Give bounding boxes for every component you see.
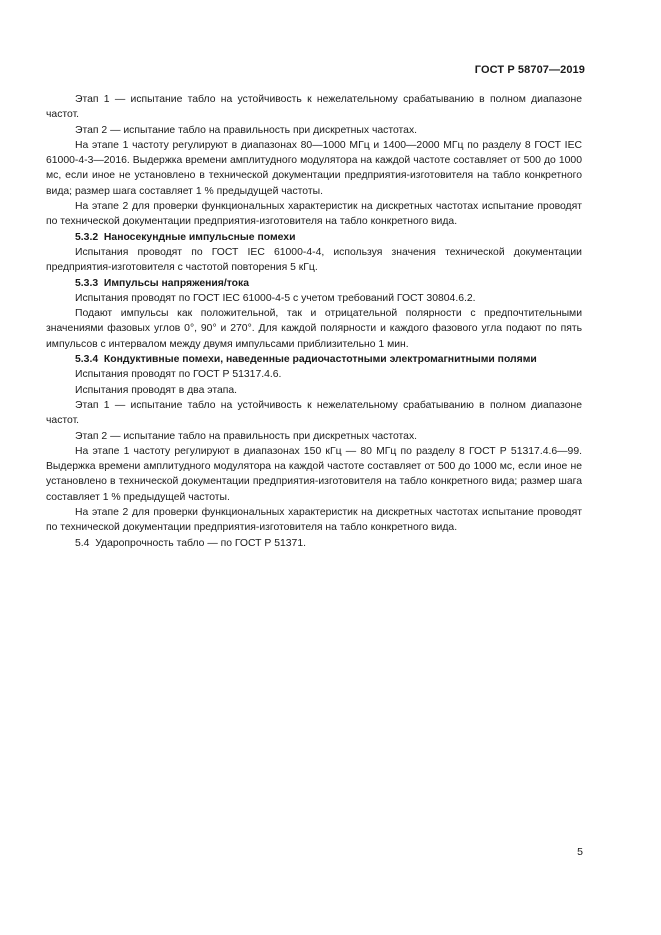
section-heading [46, 352, 582, 367]
paragraph: Этап 1 — испытание табло на устойчивость к нежелательному срабатыванию в полном диапазоне частот. [46, 399, 582, 427]
paragraph: На этапе 2 для проверки функциональных характеристик на дискретных частотах испытание проводят по технической документации предприятия-изготовителя на табло конкретного вида. [46, 507, 582, 534]
section-number: 5.4 [75, 537, 90, 549]
section-line [46, 536, 582, 551]
section-heading [46, 276, 582, 291]
section-number: 5.3.3 [75, 277, 99, 289]
section-title: Импульсы напряжения/тока [103, 277, 250, 289]
section-heading [46, 230, 582, 245]
paragraph: Испытания проводят по ГОСТ Р 51317.4.6. [75, 369, 282, 381]
paragraph: Этап 1 — испытание табло на устойчивость к нежелательному срабатыванию в полном диапазоне частот. [46, 94, 582, 121]
paragraph: Этап 2 — испытание табло на правильность при дискретных частотах. [75, 124, 418, 136]
section-number: 5.3.2 [75, 231, 99, 243]
section-title: Кондуктивные помехи, наведенные радиочастотными электромагнитными полями [103, 354, 537, 366]
paragraph: Испытания проводят по ГОСТ IEC 61000-4-4, используя значения технической документации предприятия-изготовителя с частотой повторения 5 кГц. [46, 246, 582, 274]
section-text: Ударопрочность табло — по ГОСТ Р 51371. [95, 537, 306, 549]
paragraph: На этапе 1 частоту регулируют в диапазонах 150 кГц — 80 МГц по разделу 8 ГОСТ Р 51317.4.6—99. Выдержка времени амплитудного модулятора на каждой частоте составляет от 500 до 1000 мс, если иное не установлено в технической документации предприятия-изготовителя на табло конкретного вида; размер шага составляет 1 % предыдущей частоты. [46, 445, 582, 503]
paragraph: Подают импульсы как положительной, так и отрицательной полярности с предпочтительными значениями фазовых углов 0°, 90° и 270°. Для каждой полярности и каждого фазового угла подают по пять импульсов с интервалом между двумя импульсами приблизительно 1 мин. [46, 308, 582, 350]
paragraph: Испытания проводят по ГОСТ IEC 61000-4-5 с учетом требований ГОСТ 30804.6.2. [75, 292, 476, 304]
paragraph: Испытания проводят в два этапа. [75, 384, 238, 396]
section-number: 5.3.4 [75, 354, 99, 366]
paragraph: На этапе 1 частоту регулируют в диапазонах 80—1000 МГц и 1400—2000 МГц по разделу 8 ГОСТ IEC 61000-4-3—2016. Выдержка времени амплитудного модулятора на каждой частоте составляет от 500 до 1000 мс, если иное не установлено в технической документации предприятия-изготовителя на табло конкретного вида; размер шага составляет 1 % предыдущей частоты. [46, 139, 582, 197]
paragraph: Этап 2 — испытание табло на правильность при дискретных частотах. [75, 430, 418, 442]
paragraph: На этапе 2 для проверки функциональных характеристик на дискретных частотах испытание проводят по технической документации предприятия-изготовителя на табло конкретного вида. [46, 201, 582, 228]
page-number: 5 [577, 846, 583, 858]
standard-designation: ГОСТ Р 58707—2019 [474, 64, 585, 76]
section-title: Наносекундные импульсные помехи [103, 231, 296, 243]
body-text [46, 92, 582, 551]
